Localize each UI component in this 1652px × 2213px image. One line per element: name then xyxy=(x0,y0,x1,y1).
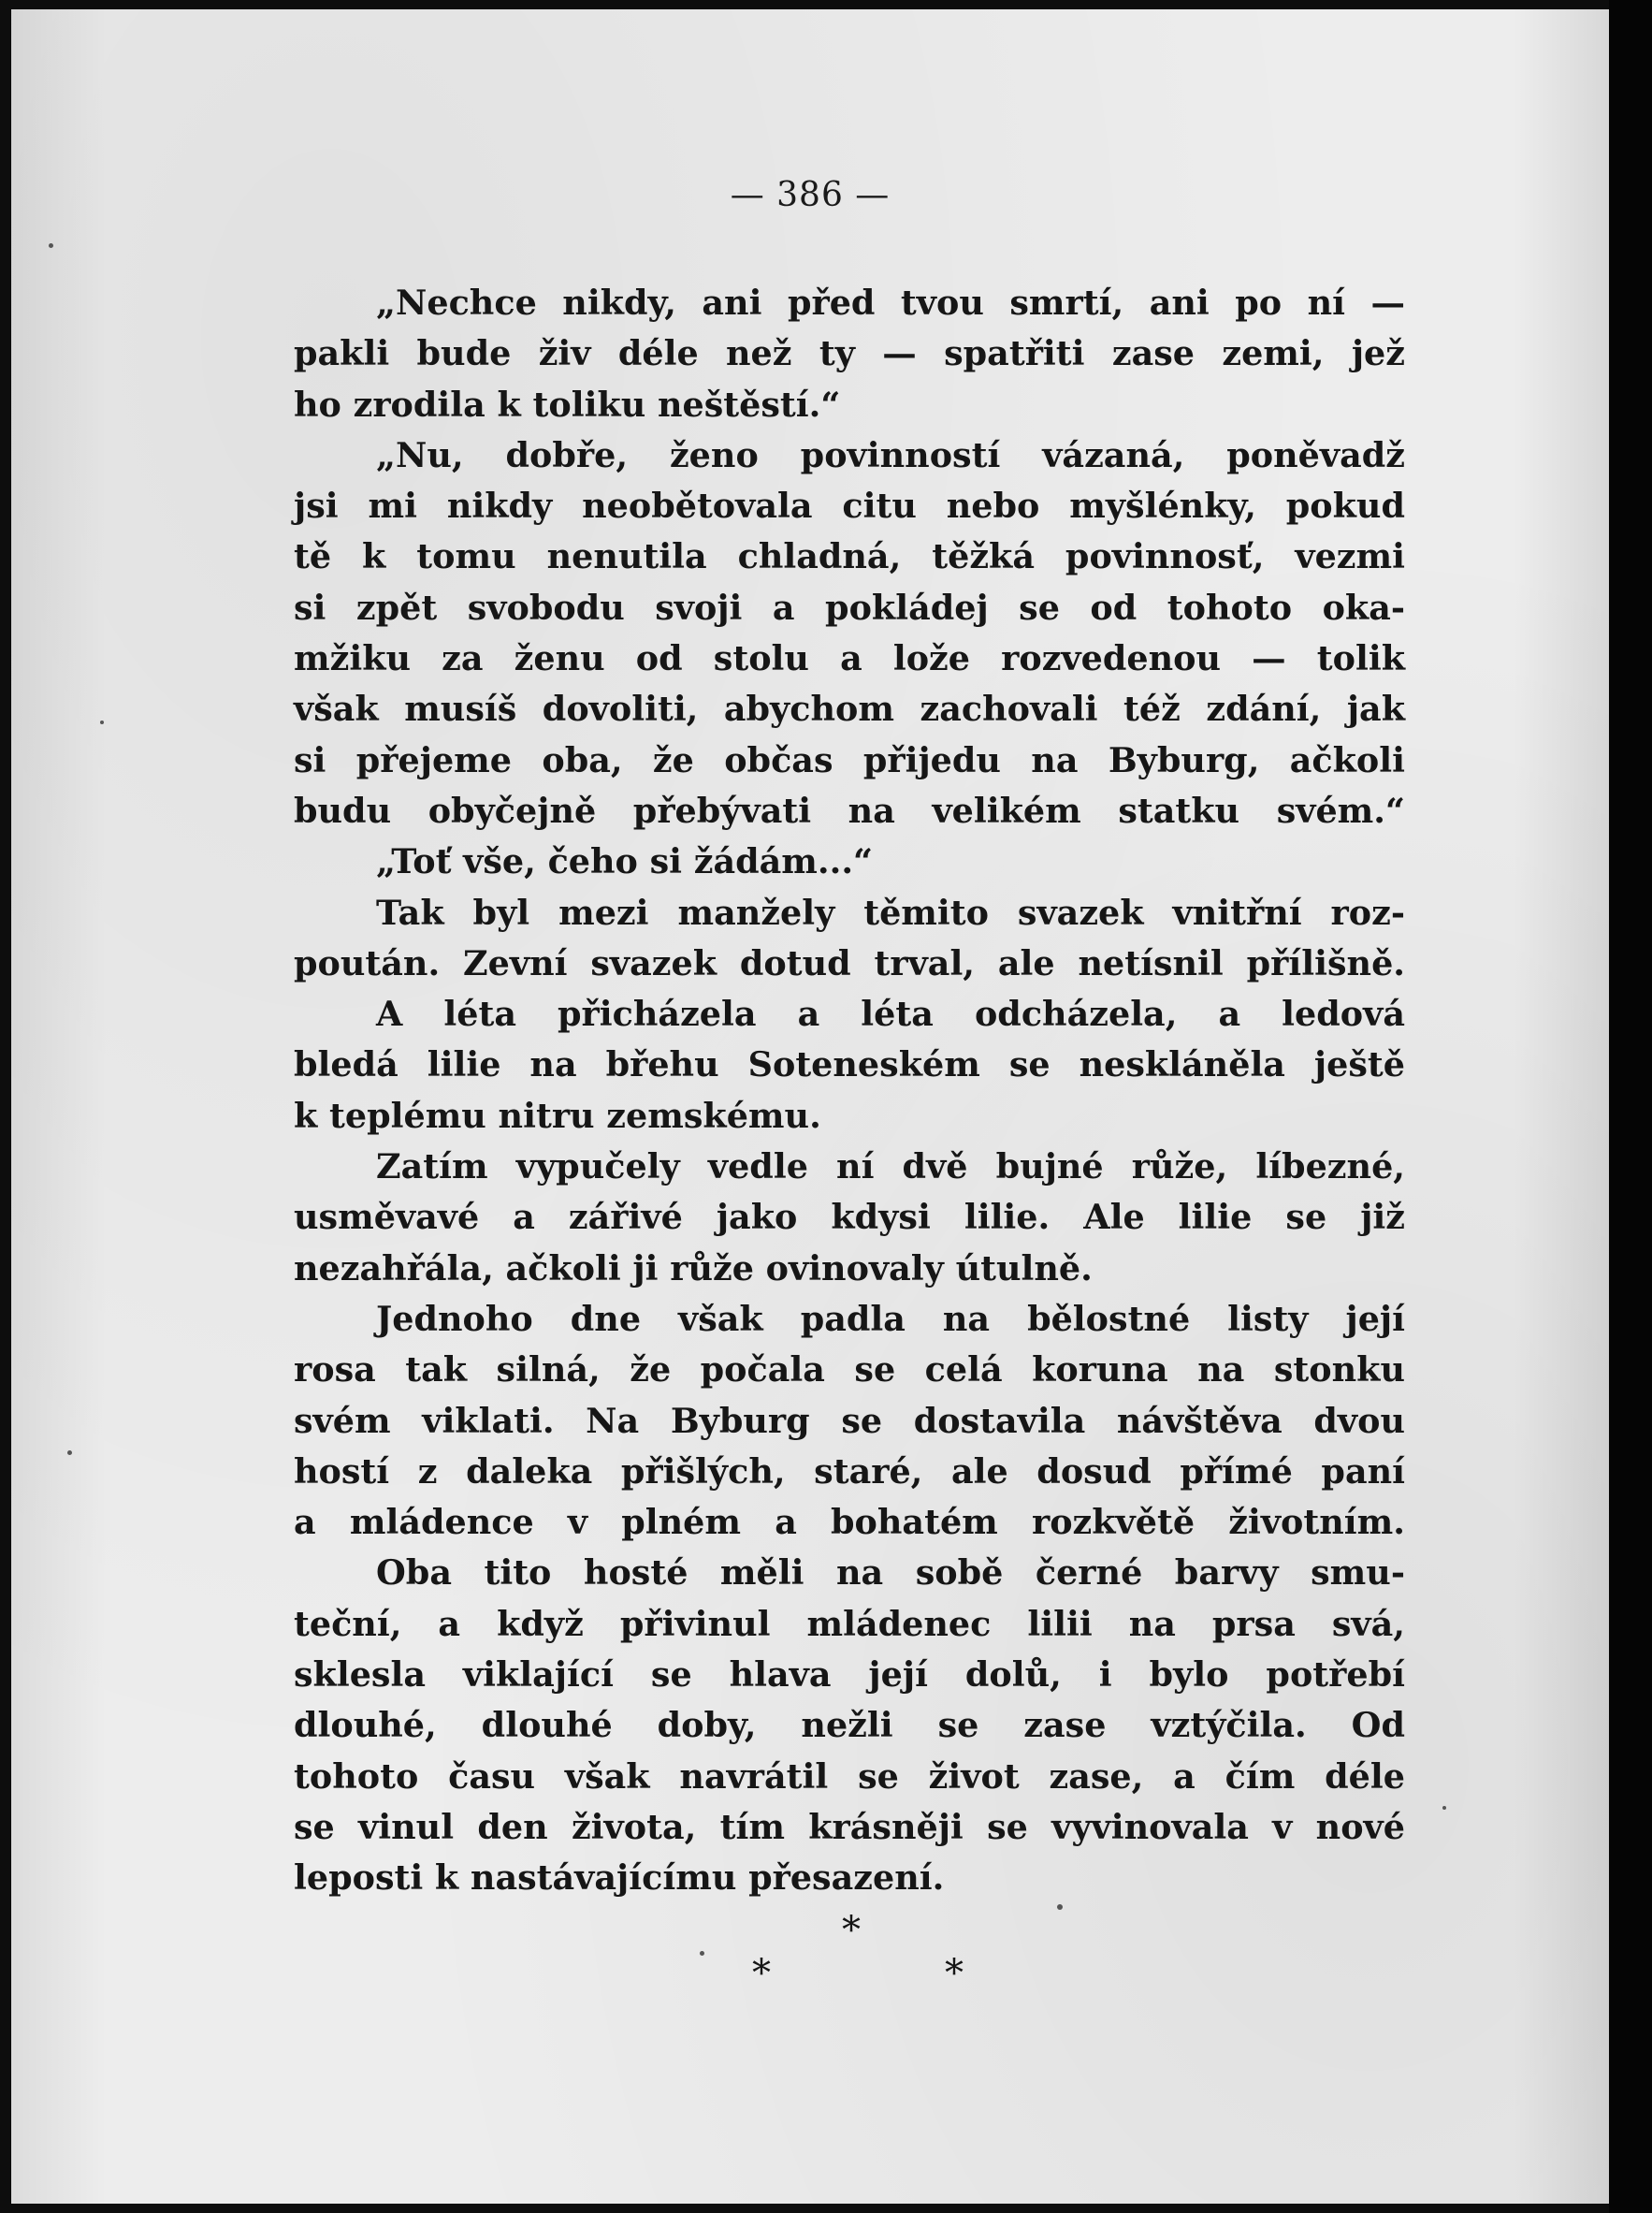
text-line: pakli bude živ déle než ty — spatřiti zase zemi, jež xyxy=(294,333,1405,374)
text-line: poután. Zevní svazek dotud trval, ale netísnil přílišně. xyxy=(294,942,1405,983)
scan-speck xyxy=(1442,1806,1446,1810)
scan-speck xyxy=(67,1450,72,1455)
text-line: mžiku za ženu od stolu a lože rozvedenou — tolik xyxy=(294,638,1405,679)
text-line: sklesla viklající se hlava její dolů, i bylo potřebí xyxy=(294,1654,1405,1696)
scan-speck xyxy=(49,243,53,248)
text-line: Oba tito hosté měli na sobě černé barvy smu- xyxy=(376,1552,1405,1594)
text-line: Tak byl mezi manžely těmito svazek vnitřní roz- xyxy=(376,892,1405,933)
asterisk: * xyxy=(752,1952,771,1995)
text-line: dlouhé, dlouhé doby, nežli se zase vztýčila. Od xyxy=(294,1705,1405,1746)
asterisk: * xyxy=(945,1952,964,1995)
book-page xyxy=(11,9,1609,2204)
scan-speck xyxy=(100,721,104,724)
text-line: tohoto času však navrátil se život zase, a čím déle xyxy=(294,1755,1405,1797)
text-line: se vinul den života, tím krásněji se vyvinovala v nové xyxy=(294,1806,1405,1847)
text-line: svém viklati. Na Byburg se dostavila návštěva dvou xyxy=(294,1400,1405,1441)
text-line: nezahřála, ačkoli ji růže ovinovaly útulně. xyxy=(294,1247,1093,1288)
text-line: „Toť vše, čeho si žádám...“ xyxy=(376,841,874,882)
body-text xyxy=(294,278,1405,1904)
text-line: hostí z daleka přišlých, staré, ale dosud přímé paní xyxy=(294,1450,1405,1492)
page-number: — 386 — xyxy=(730,176,891,214)
text-line: tě k tomu nenutila chladná, těžká povinnosť, vezmi xyxy=(294,536,1405,577)
text-line: budu obyčejně přebývati na velikém statku svém.“ xyxy=(294,790,1405,831)
text-line: ho zrodila k toliku neštěstí.“ xyxy=(294,384,841,425)
text-line: „Nu, dobře, ženo povinností vázaná, poněvadž xyxy=(376,434,1405,475)
text-line: a mládence v plném a bohatém rozkvětě životním. xyxy=(294,1502,1405,1543)
scan-speck xyxy=(1057,1904,1063,1910)
text-line: k teplému nitru zemskému. xyxy=(294,1095,821,1136)
scan-border xyxy=(1609,0,1652,2213)
text-line: jsi mi nikdy neobětovala citu nebo myšlénky, pokud xyxy=(294,486,1405,527)
text-line: „Nechce nikdy, ani před tvou smrtí, ani po ní — xyxy=(376,283,1405,323)
scan-speck xyxy=(700,1951,704,1956)
text-line: teční, a když přivinul mládenec lilii na prsa svá, xyxy=(294,1603,1405,1644)
asterisk: * xyxy=(842,1909,861,1952)
text-line: Zatím vypučely vedle ní dvě bujné růže, líbezné, xyxy=(376,1146,1405,1187)
text-line: leposti k nastávajícímu přesazení. xyxy=(294,1857,945,1899)
text-line: si přejeme oba, že občas přijedu na Byburg, ačkoli xyxy=(294,739,1405,780)
section-break-asterisks xyxy=(11,1909,1609,2012)
text-line: bledá lilie na břehu Soteneském se neskláněla ještě xyxy=(294,1044,1405,1085)
text-line: Jednoho dne však padla na bělostné listy její xyxy=(376,1298,1405,1339)
text-line: však musíš dovoliti, abychom zachovali též zdání, jak xyxy=(294,689,1405,730)
text-line: si zpět svobodu svoji a pokládej se od tohoto oka- xyxy=(294,587,1405,628)
text-line: A léta přicházela a léta odcházela, a ledová xyxy=(376,994,1405,1035)
text-line: rosa tak silná, že počala se celá koruna na stonku xyxy=(294,1349,1405,1390)
text-line: usměvavé a zářivé jako kdysi lilie. Ale lilie se již xyxy=(294,1197,1405,1238)
